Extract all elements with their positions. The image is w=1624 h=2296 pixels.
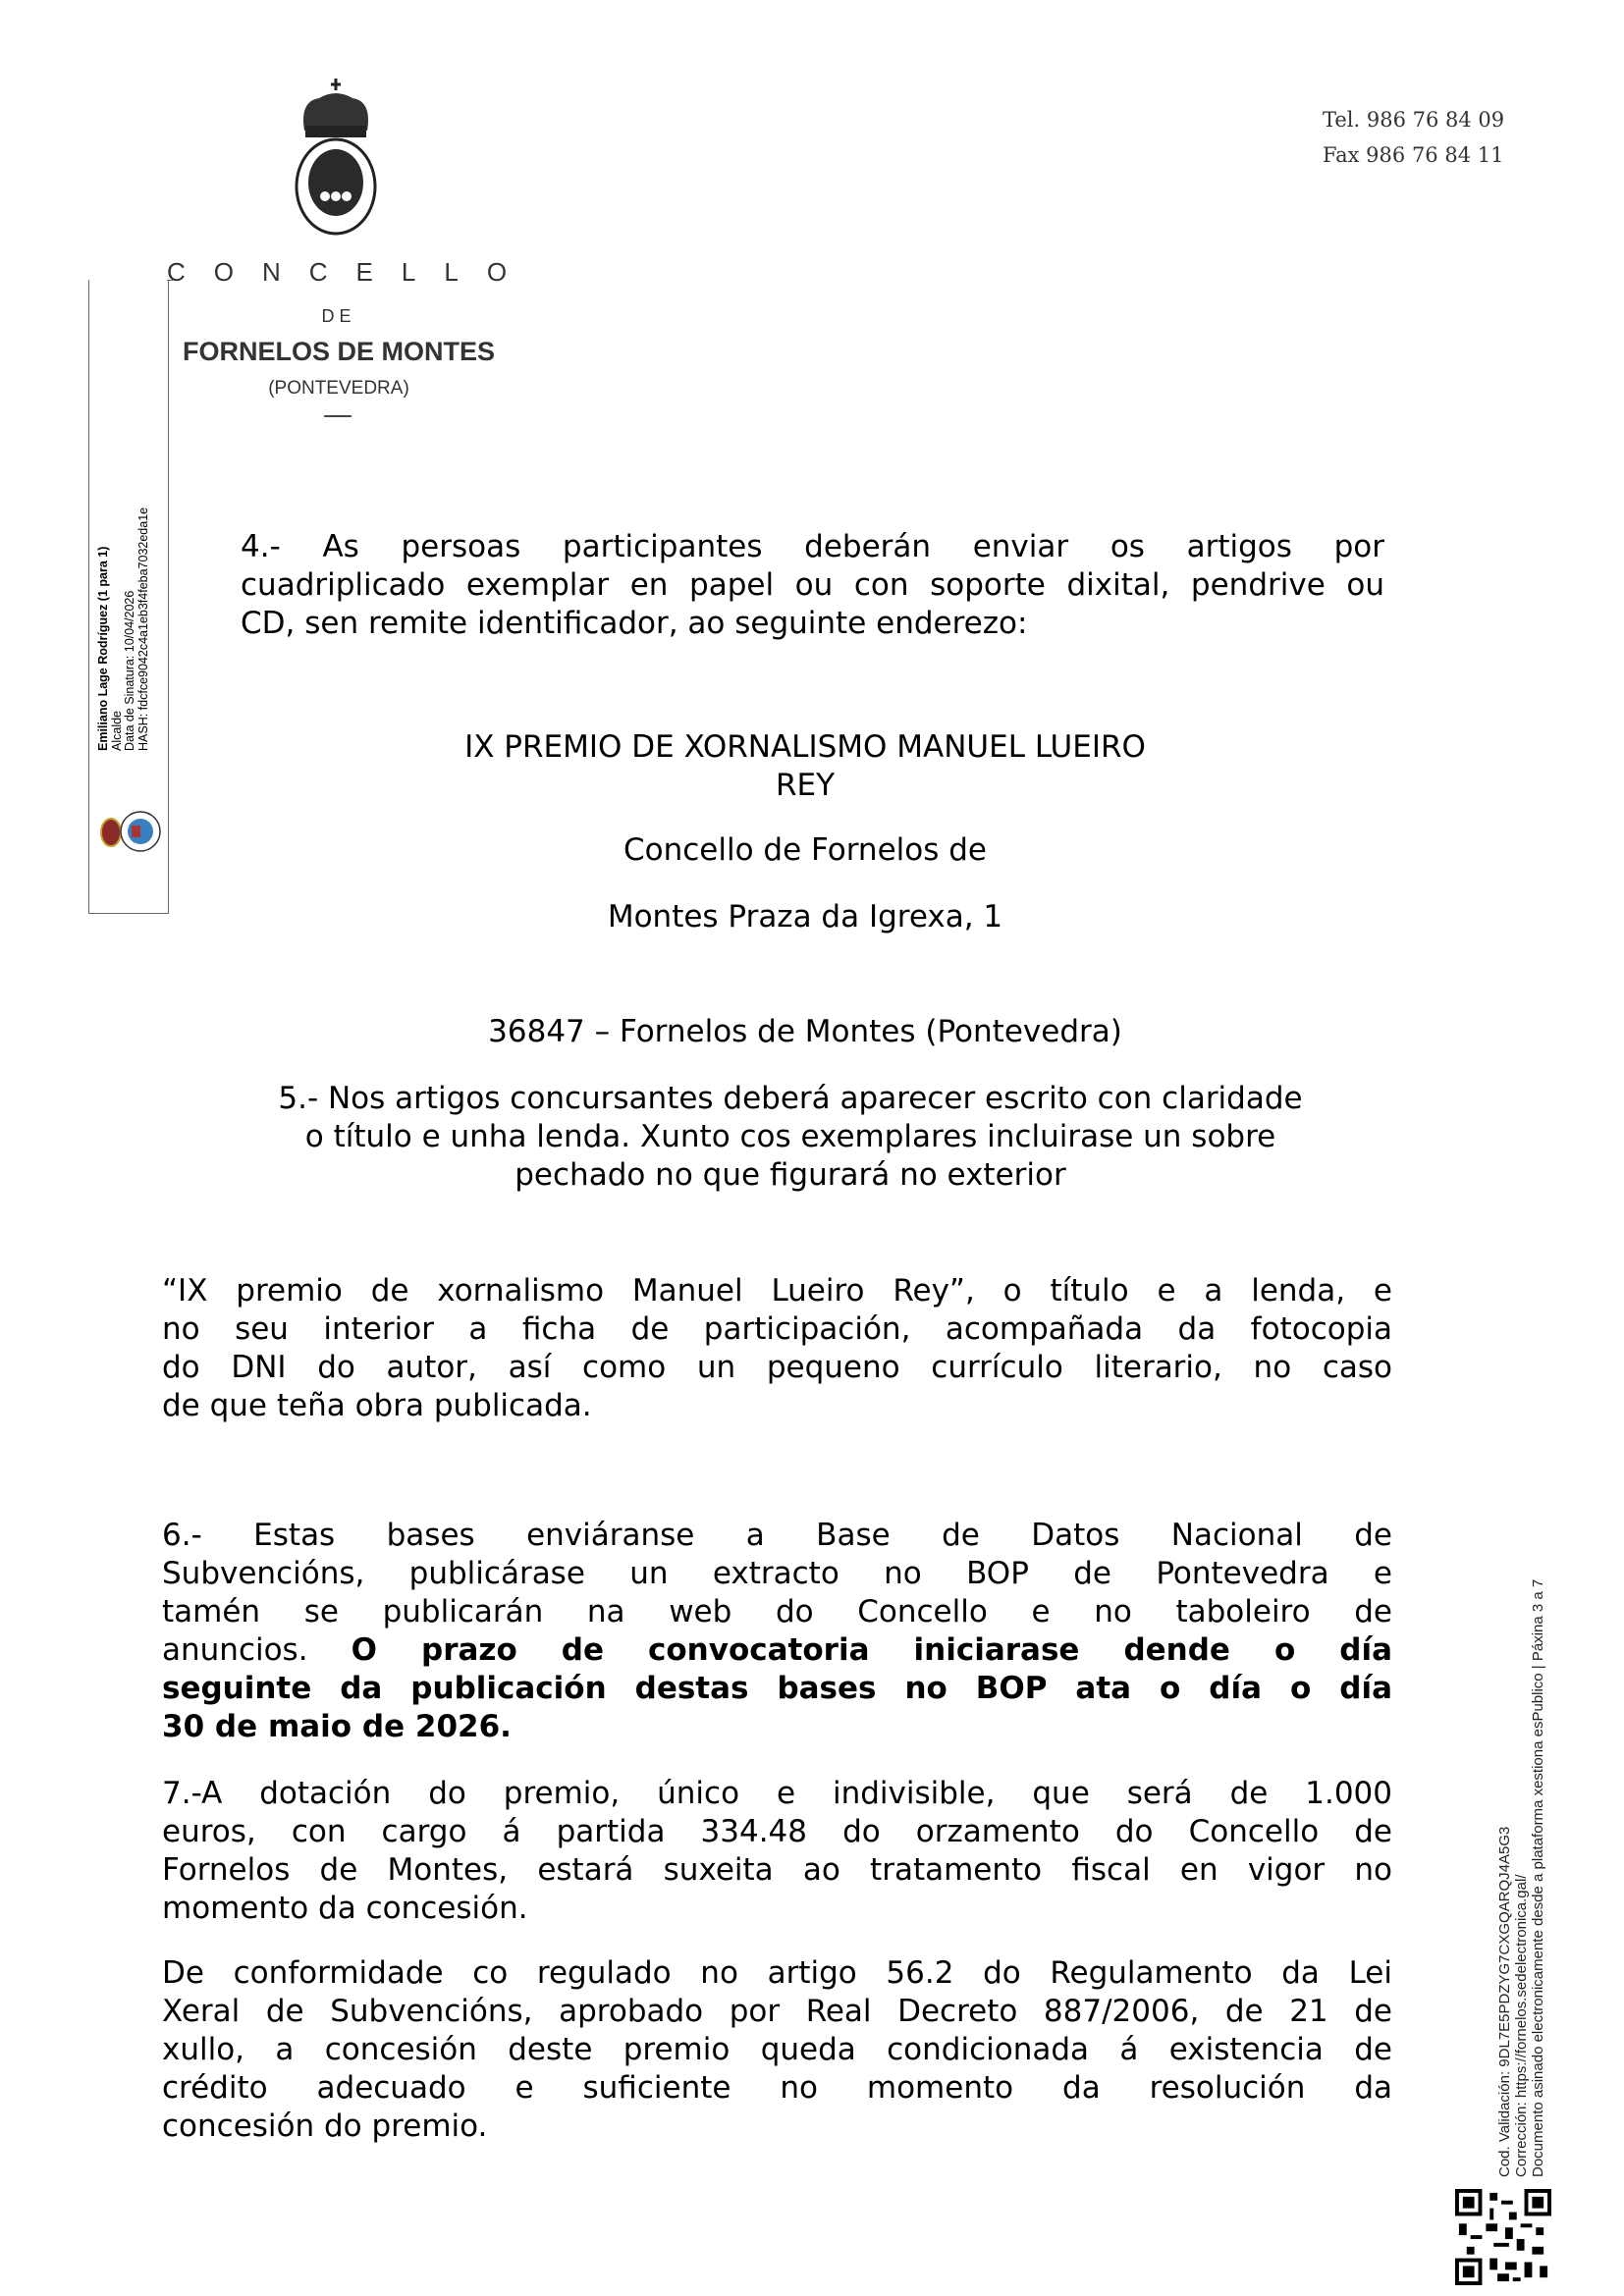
deadline-date: 30 de maio de 2026. xyxy=(162,1709,512,1744)
paragraph-line: crédito adecuado e suficiente no momento da resolución da xyxy=(162,2070,1392,2106)
header-org-province: (PONTEVEDRA) xyxy=(268,378,409,399)
paragraph-line: concesión do premio. xyxy=(162,2109,488,2144)
municipal-coat-of-arms-logo xyxy=(290,77,383,239)
validation-code: Cod. Validación: 9DL7E5PDZYG7CXGQARQJ4A5G3 xyxy=(1496,1826,1513,2177)
header-phone: Tel. 986 76 84 09 xyxy=(1323,108,1505,132)
paragraph-line: 7.-A dotación do premio, único e indivisible, que será de 1.000 xyxy=(162,1776,1392,1811)
signer-role: Alcalde xyxy=(109,711,124,751)
paragraph-line: cuadriplicado exemplar en papel ou con soporte dixital, pendrive ou xyxy=(241,567,1384,603)
paragraph-line: pechado no que figurará no exterior xyxy=(514,1157,1066,1193)
deadline-text: seguinte da publicación destas bases no BOP ata o día o día xyxy=(162,1671,1392,1706)
paragraph-line: Xeral de Subvencións, aprobado por Real Decreto 887/2006, de 21 de xyxy=(162,1994,1392,2029)
header-org-de: DE xyxy=(321,306,356,326)
paragraph-line: do DNI do autor, así como un pequeno currículo literario, no caso xyxy=(162,1350,1392,1385)
paragraph-line: CD, sen remite identificador, ao seguinte enderezo: xyxy=(241,606,1028,641)
paragraph-8 xyxy=(162,1954,1392,2146)
qr-code[interactable] xyxy=(1455,2189,1551,2285)
paragraph-line: euros, con cargo á partida 334.48 do orzamento do Concello de xyxy=(162,1814,1392,1849)
paragraph-line xyxy=(162,1670,1392,1708)
header-divider xyxy=(324,415,352,417)
paragraph-line: Subvencións, publicárase un extracto no BOP de Pontevedra e xyxy=(162,1556,1392,1591)
validation-info xyxy=(1496,1579,1546,2177)
paragraph-line xyxy=(162,1631,1392,1670)
postal-address xyxy=(314,728,1296,1051)
signer-name: Emiliano Lage Rodríguez (1 para 1) xyxy=(96,546,110,751)
validation-note: Documento asinado electronicamente desde a plataforma xestiona esPublico | Páxina 3 a 7 xyxy=(1530,1578,1546,2177)
paragraph-line: no seu interior a ficha de participación, acompañada da fotocopia xyxy=(162,1311,1392,1347)
paragraph-5 xyxy=(177,1080,1404,1195)
paragraph-line: o título e unha lenda. Xunto cos exemplares incluirase un sobre xyxy=(304,1119,1276,1154)
paragraph-line: de que teña obra publicada. xyxy=(162,1388,592,1423)
signature-seal-icon xyxy=(95,807,166,856)
paragraph-text: anuncios. xyxy=(162,1632,352,1668)
paragraph-line: 5.- Nos artigos concursantes deberá aparecer escrito con claridade xyxy=(278,1081,1303,1116)
paragraph-7 xyxy=(162,1775,1392,1928)
paragraph-4 xyxy=(241,528,1384,643)
paragraph-line: xullo, a concesión deste premio queda condicionada á existencia de xyxy=(162,2032,1392,2067)
signature-hash: HASH: fdcfce9042c4a1eb3f4feba7032eda1e xyxy=(135,507,150,751)
signature-date: Data de Sinatura: 10/04/2026 xyxy=(123,590,136,751)
address-line: 36847 – Fornelos de Montes (Pontevedra) xyxy=(488,1014,1122,1049)
paragraph-line: “IX premio de xornalismo Manuel Lueiro Rey”, o título e a lenda, e xyxy=(162,1273,1392,1308)
paragraph-5-envelope xyxy=(162,1272,1392,1425)
paragraph-line: 4.- As persoas participantes deberán enviar os artigos por xyxy=(241,529,1384,564)
paragraph-line: tamén se publicarán na web do Concello e no taboleiro de xyxy=(162,1594,1392,1629)
header-org-name: FORNELOS DE MONTES xyxy=(182,337,495,366)
header-org-concello: CONCELLO xyxy=(167,257,536,287)
paragraph-6 xyxy=(162,1517,1392,1746)
address-line: Montes Praza da Igrexa, 1 xyxy=(607,899,1003,934)
paragraph-line xyxy=(162,1708,1392,1746)
address-line: REY xyxy=(775,768,836,803)
validation-url[interactable]: Corrección: https://fornelos.sedelectronica.gal/ xyxy=(1513,1874,1530,2177)
address-line: IX PREMIO DE XORNALISMO MANUEL LUEIRO xyxy=(464,729,1146,765)
paragraph-line: De conformidade co regulado no artigo 56.2 do Regulamento da Lei xyxy=(162,1955,1392,1991)
paragraph-line: momento da concesión. xyxy=(162,1891,528,1926)
signature-details xyxy=(97,507,150,751)
address-line: Concello de Fornelos de xyxy=(623,832,987,868)
header-fax: Fax 986 76 84 11 xyxy=(1323,143,1504,167)
paragraph-line: 6.- Estas bases enviáranse a Base de Datos Nacional de xyxy=(162,1518,1392,1553)
paragraph-line: Fornelos de Montes, estará suxeita ao tratamento fiscal en vigor no xyxy=(162,1852,1392,1888)
deadline-text: O prazo de convocatoria iniciarase dende o día xyxy=(351,1632,1393,1668)
